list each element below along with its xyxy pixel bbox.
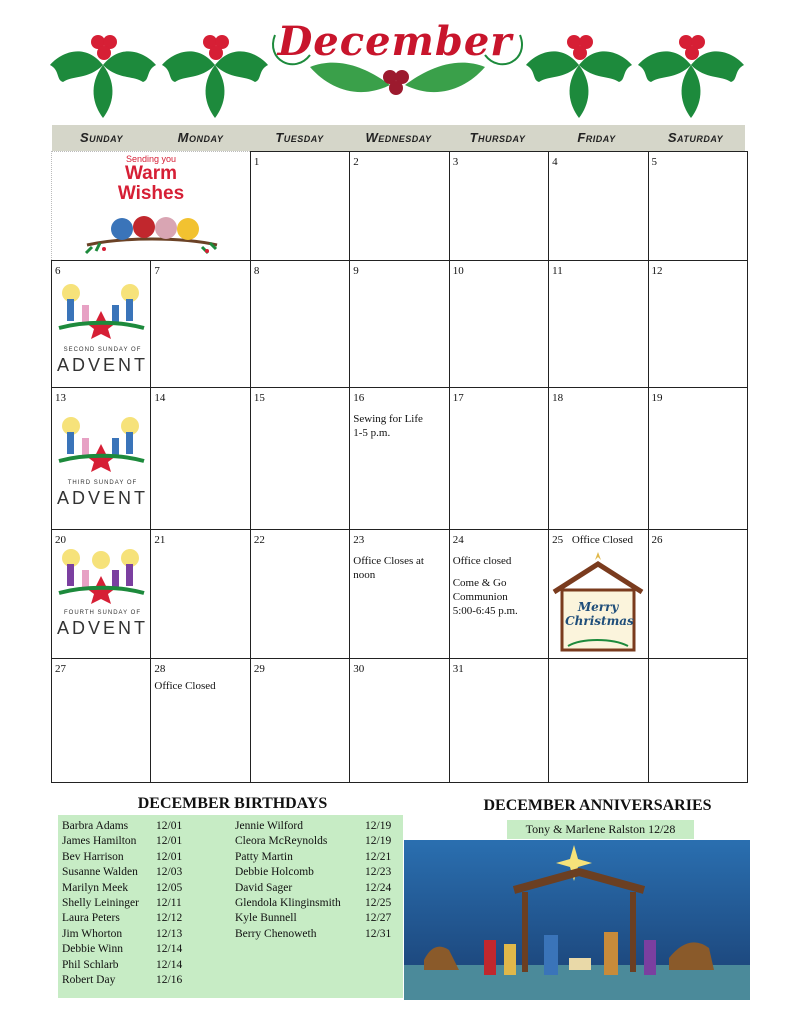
advent-candles-icon — [54, 283, 149, 345]
day-number: 8 — [253, 265, 260, 277]
birthday-row — [235, 927, 391, 942]
birthday-row — [235, 865, 391, 880]
birthday-name: Debbie Holcomb — [235, 866, 314, 879]
birthday-date: 12/27 — [365, 912, 392, 925]
birthday-row — [62, 819, 182, 834]
day-cell[interactable] — [449, 388, 548, 530]
birthday-row — [235, 896, 391, 911]
weekday-label: Wednesday — [365, 130, 432, 145]
day-cell[interactable] — [52, 388, 151, 530]
weekday-label: Saturday — [667, 130, 724, 145]
merry-christmas-text: Merry Christmas — [565, 600, 634, 628]
weekday-label: Friday — [577, 130, 616, 145]
birthday-row — [62, 834, 182, 849]
birthday-row — [62, 958, 182, 973]
day-cell[interactable] — [648, 261, 747, 388]
weekday-label: Monday — [177, 130, 224, 145]
birthday-date: 12/23 — [365, 866, 392, 879]
day-cell[interactable] — [648, 152, 747, 261]
day-number: 14 — [154, 392, 166, 404]
birthday-date: 12/14 — [156, 943, 183, 956]
day-cell[interactable] — [250, 659, 349, 783]
birthday-name: Susanne Walden — [62, 866, 138, 879]
day-cell[interactable] — [549, 659, 648, 783]
day-number: 10 — [452, 265, 464, 277]
birthday-row — [62, 865, 182, 880]
birthday-row — [62, 973, 182, 988]
day-cell[interactable] — [151, 388, 250, 530]
advent-caption: FOURTH SUNDAY OF — [63, 610, 141, 616]
day-number: 23 — [353, 534, 365, 546]
advent-candles-icon — [54, 548, 149, 610]
birthday-date: 12/12 — [156, 912, 183, 925]
advent-word: ADVENT — [56, 618, 148, 638]
day-number: 1 — [253, 156, 260, 168]
event-text: Office Closed — [154, 680, 216, 692]
day-number: 20 — [55, 534, 66, 546]
day-cell[interactable] — [250, 261, 349, 388]
day-number: 31 — [452, 663, 464, 675]
weekday-label: Thursday — [469, 130, 526, 145]
day-number: 19 — [651, 392, 663, 404]
advent-word: ADVENT — [56, 488, 148, 508]
advent-word: ADVENT — [56, 355, 148, 375]
day-cell[interactable] — [549, 261, 648, 388]
anniversaries-title: DECEMBER ANNIVERSARIES — [483, 797, 712, 814]
event-text: Come & Go Communion 5:00-6:45 p.m. — [452, 577, 518, 617]
birthday-row — [62, 881, 182, 896]
day-cell[interactable] — [52, 530, 151, 659]
day-cell[interactable] — [549, 388, 648, 530]
weekday-label: Sunday — [79, 130, 123, 145]
day-cell[interactable] — [648, 530, 747, 659]
birthday-row — [62, 942, 182, 957]
day-number: 5 — [651, 156, 658, 168]
day-cell[interactable] — [52, 261, 151, 388]
birthday-date: 12/03 — [156, 866, 183, 879]
birthday-row — [62, 896, 182, 911]
day-cell[interactable] — [151, 659, 250, 783]
birthday-row — [235, 881, 391, 896]
birthday-name: Marilyn Meek — [62, 881, 129, 894]
birthday-name: Jennie Wilford — [235, 820, 303, 832]
day-cell[interactable] — [250, 388, 349, 530]
birthday-name: Debbie Winn — [62, 943, 123, 956]
day-number: 3 — [452, 156, 459, 168]
birthday-name: Patty Martin — [235, 850, 293, 863]
birthday-row — [62, 850, 182, 865]
birthday-date: 12/19 — [365, 820, 392, 832]
day-cell[interactable] — [648, 659, 747, 783]
birthday-date: 12/11 — [156, 897, 182, 910]
day-number: 6 — [55, 265, 61, 277]
day-cell[interactable] — [350, 530, 449, 659]
day-number: 26 — [651, 534, 663, 546]
day-number: 4 — [552, 156, 558, 168]
day-cell[interactable] — [449, 152, 548, 261]
day-cell[interactable] — [449, 659, 548, 783]
birthday-date: 12/21 — [365, 850, 392, 863]
day-number: 18 — [552, 392, 564, 404]
birthday-name: Cleora McReynolds — [235, 835, 328, 848]
birthday-name: Bev Harrison — [62, 850, 124, 863]
birthday-date: 12/19 — [365, 835, 392, 848]
anniversary-entry: Tony & Marlene Ralston 12/28 — [507, 820, 694, 839]
holly-icon — [524, 20, 634, 120]
weekday-label: Tuesday — [275, 130, 324, 145]
day-cell[interactable] — [350, 388, 449, 530]
birthday-name: Shelly Leininger — [62, 897, 139, 910]
day-cell[interactable] — [250, 530, 349, 659]
birthday-row — [235, 819, 391, 834]
birthday-date: 12/13 — [156, 927, 183, 940]
birthday-date: 12/01 — [156, 820, 183, 832]
birthday-name: David Sager — [235, 881, 293, 894]
day-number: 2 — [353, 156, 359, 168]
birthday-date: 12/01 — [156, 850, 183, 863]
warm-wishes-subtitle: Sending you — [125, 154, 177, 164]
birthday-date: 12/16 — [156, 974, 183, 987]
day-number: 16 — [353, 392, 365, 404]
birthday-name: Phil Schlarb — [62, 958, 119, 971]
calendar-grid — [51, 151, 748, 783]
day-number: 15 — [253, 392, 265, 404]
day-number: 9 — [353, 265, 359, 277]
day-number: 22 — [253, 534, 265, 546]
day-cell[interactable] — [549, 530, 648, 659]
day-cell[interactable] — [250, 152, 349, 261]
event-text: Sewing for Life 1-5 p.m. — [353, 413, 423, 439]
birthday-name: Glendola Klinginsmith — [235, 897, 341, 910]
day-cell[interactable] — [350, 659, 449, 783]
advent-caption: SECOND SUNDAY OF — [63, 347, 142, 353]
birthday-row — [62, 927, 182, 942]
day-number: 30 — [353, 663, 365, 675]
event-text: Office Closes at noon — [353, 555, 424, 581]
holly-icon — [636, 20, 746, 120]
day-number: 7 — [154, 265, 160, 277]
birthday-name: Kyle Bunnell — [235, 912, 297, 925]
birthday-name: Berry Chenoweth — [235, 927, 317, 940]
day-number: 28 — [154, 663, 166, 675]
holly-icon — [48, 20, 158, 120]
birthday-date: 12/24 — [365, 881, 392, 894]
day-cell[interactable] — [449, 530, 548, 659]
day-number: 13 — [55, 392, 66, 404]
day-cell[interactable] — [648, 388, 747, 530]
holly-icon — [160, 20, 270, 120]
day-cell[interactable] — [151, 530, 250, 659]
birthday-name: Robert Day — [62, 974, 116, 987]
day-cell[interactable] — [549, 152, 648, 261]
day-number: 25 — [552, 534, 564, 546]
birthdays-column — [62, 819, 182, 988]
weekday-header — [52, 125, 745, 151]
day-number: 29 — [253, 663, 265, 675]
birthdays-list — [58, 815, 403, 998]
birthday-name: Barbra Adams — [62, 820, 129, 832]
birthdays-title: DECEMBER BIRTHDAYS — [137, 795, 328, 812]
day-cell[interactable] — [449, 261, 548, 388]
advent-candles-icon — [54, 416, 149, 478]
birthday-name: James Hamilton — [62, 835, 137, 848]
day-number: 27 — [55, 663, 66, 675]
birthday-date: 12/25 — [365, 897, 392, 910]
birthday-date: 12/01 — [156, 835, 183, 848]
event-text: Office Closed — [571, 534, 634, 546]
day-number: 12 — [651, 265, 663, 277]
day-cell[interactable] — [350, 261, 449, 388]
day-cell[interactable] — [350, 152, 449, 261]
birthday-date: 12/05 — [156, 881, 183, 894]
day-cell[interactable] — [151, 261, 250, 388]
warm-wishes-title: Warm Wishes — [117, 163, 185, 204]
warm-wishes-cell — [52, 152, 251, 261]
day-number: 24 — [452, 534, 464, 546]
month-title: December — [277, 18, 513, 65]
birthday-row — [235, 850, 391, 865]
day-number: 11 — [552, 265, 563, 277]
event-text: Office closed — [452, 555, 512, 567]
day-number: 21 — [154, 534, 166, 546]
day-cell[interactable] — [52, 659, 151, 783]
birthday-date: 12/14 — [156, 958, 183, 971]
nativity-scene-image — [404, 840, 750, 1000]
birthday-name: Jim Whorton — [62, 927, 123, 940]
advent-caption: THIRD SUNDAY OF — [67, 480, 138, 486]
calendar-header — [0, 0, 791, 125]
day-number: 17 — [452, 392, 464, 404]
birds-on-branch-icon — [82, 207, 222, 257]
birthday-date: 12/31 — [365, 927, 392, 940]
birthdays-column — [235, 819, 391, 942]
birthday-row — [235, 911, 391, 926]
birthday-row — [235, 834, 391, 849]
birthday-name: Laura Peters — [62, 912, 120, 925]
birthday-row — [62, 911, 182, 926]
